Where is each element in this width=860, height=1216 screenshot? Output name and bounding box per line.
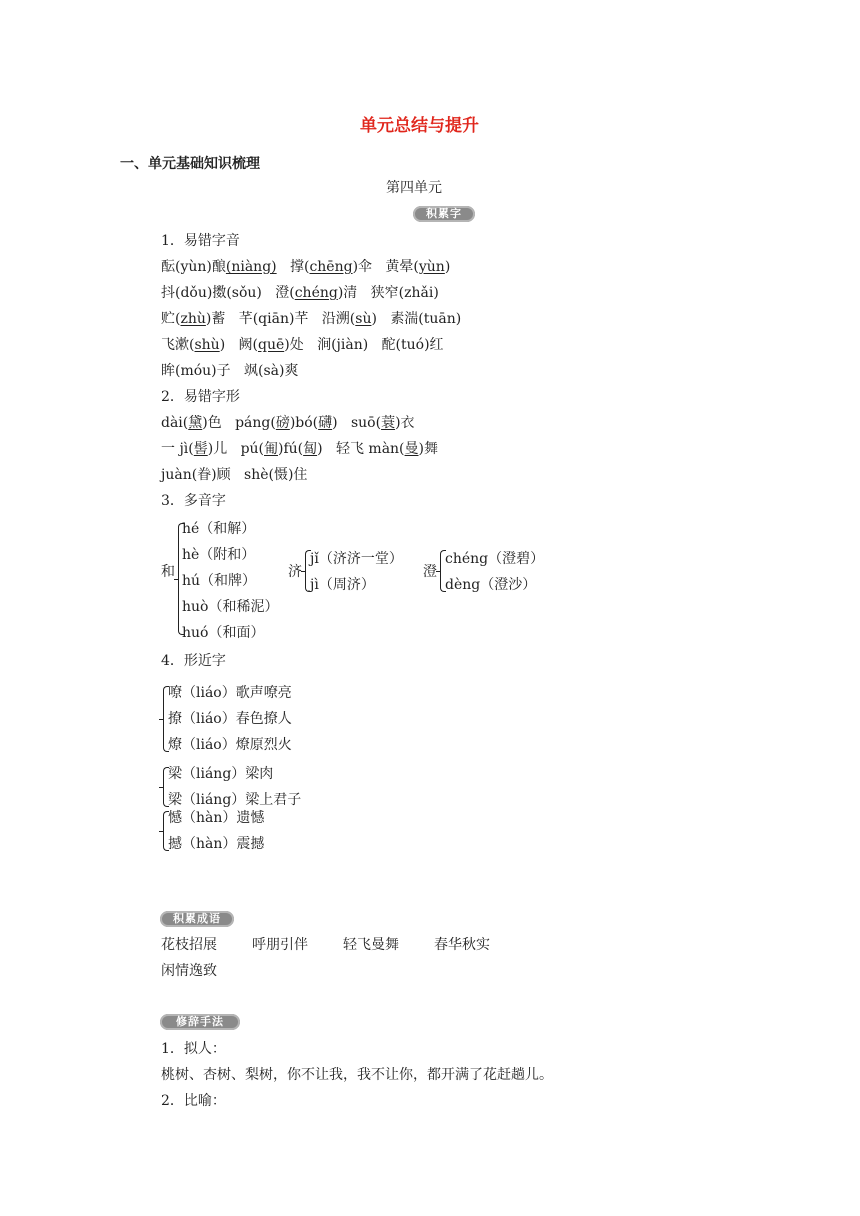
similar-item: 梁（liáng）梁肉 (168, 766, 274, 782)
idiom: 花枝招展 (161, 937, 217, 953)
form-row-1: dài(黛)色 páng(磅)bó(礴) suō(蓑)衣 (161, 415, 415, 431)
polyphone-item: dèng（澄沙） (445, 577, 537, 593)
similar-item: 憾（hàn）遗憾 (168, 810, 265, 826)
form-row-2: 一 jì(髻)儿 pú(匍)fú(匐) 轻飞 màn(曼)舞 (161, 441, 438, 457)
polyphone-item: chéng（澄碧） (445, 551, 545, 567)
similar-item: 嘹（liáo）歌声嘹亮 (168, 685, 292, 701)
unit-label: 第四单元 (386, 180, 442, 196)
similar-item: 梁（liáng）梁上君子 (168, 792, 302, 808)
idiom: 轻飞曼舞 (343, 937, 399, 953)
badge-rhetoric: 修辞手法 (160, 1014, 240, 1030)
heading-personification: 1．拟人： (161, 1041, 226, 1057)
heading-pronunciation: 1．易错字音 (161, 233, 240, 249)
page-title: 单元总结与提升 (360, 116, 479, 136)
polyphone-item: hú（和牌） (182, 573, 257, 589)
similar-item: 撩（liáo）春色撩人 (168, 711, 292, 727)
badge-accumulate-chars: 积累字 (413, 206, 475, 222)
idiom: 呼朋引伴 (252, 937, 308, 953)
polyphone-item: jǐ（济济一堂） (310, 551, 403, 567)
pron-row-4: 飞漱(shù) 阙(quē)处 涧(jiàn) 酡(tuó)红 (161, 337, 444, 353)
example-sentence: 桃树、杏树、梨树，你不让我，我不让你，都开满了花赶趟儿。 (161, 1067, 553, 1083)
similar-item: 燎（liáo）燎原烈火 (168, 737, 292, 753)
polyphone-item: jì（周济） (310, 577, 375, 593)
section-heading: 一、单元基础知识梳理 (120, 156, 260, 172)
polyphone-cheng: 澄 (423, 564, 437, 580)
polyphone-item: hé（和解） (182, 521, 256, 537)
heading-similar-chars: 4．形近字 (161, 653, 226, 669)
form-row-3: juàn(眷)顾 shè(慑)住 (161, 467, 308, 483)
idiom: 春华秋实 (434, 937, 490, 953)
pron-row-3: 贮(zhù)蓄 芊(qiān)芊 沿溯(sù) 素湍(tuān) (161, 311, 462, 327)
badge-accumulate-idioms: 积累成语 (160, 911, 234, 927)
polyphone-item: huò（和稀泥） (182, 599, 279, 615)
polyphone-item: huó（和面） (182, 625, 265, 641)
similar-item: 撼（hàn）震撼 (168, 836, 265, 852)
polyphone-he: 和 (161, 564, 175, 580)
polyphone-ji: 济 (288, 564, 302, 580)
heading-metaphor: 2．比喻： (161, 1093, 226, 1109)
idiom: 闲情逸致 (161, 963, 217, 979)
pron-row-5: 眸(móu)子 飒(sà)爽 (161, 363, 299, 379)
heading-polyphones: 3．多音字 (161, 493, 226, 509)
pron-row-1: 酝(yùn)酿(niàng) 撑(chēng)伞 黄晕(yùn) (161, 259, 451, 275)
polyphone-item: hè（附和） (182, 547, 256, 563)
heading-char-form: 2．易错字形 (161, 389, 240, 405)
pron-row-2: 抖(dǒu)擞(sǒu) 澄(chéng)清 狭窄(zhǎi) (161, 285, 439, 301)
